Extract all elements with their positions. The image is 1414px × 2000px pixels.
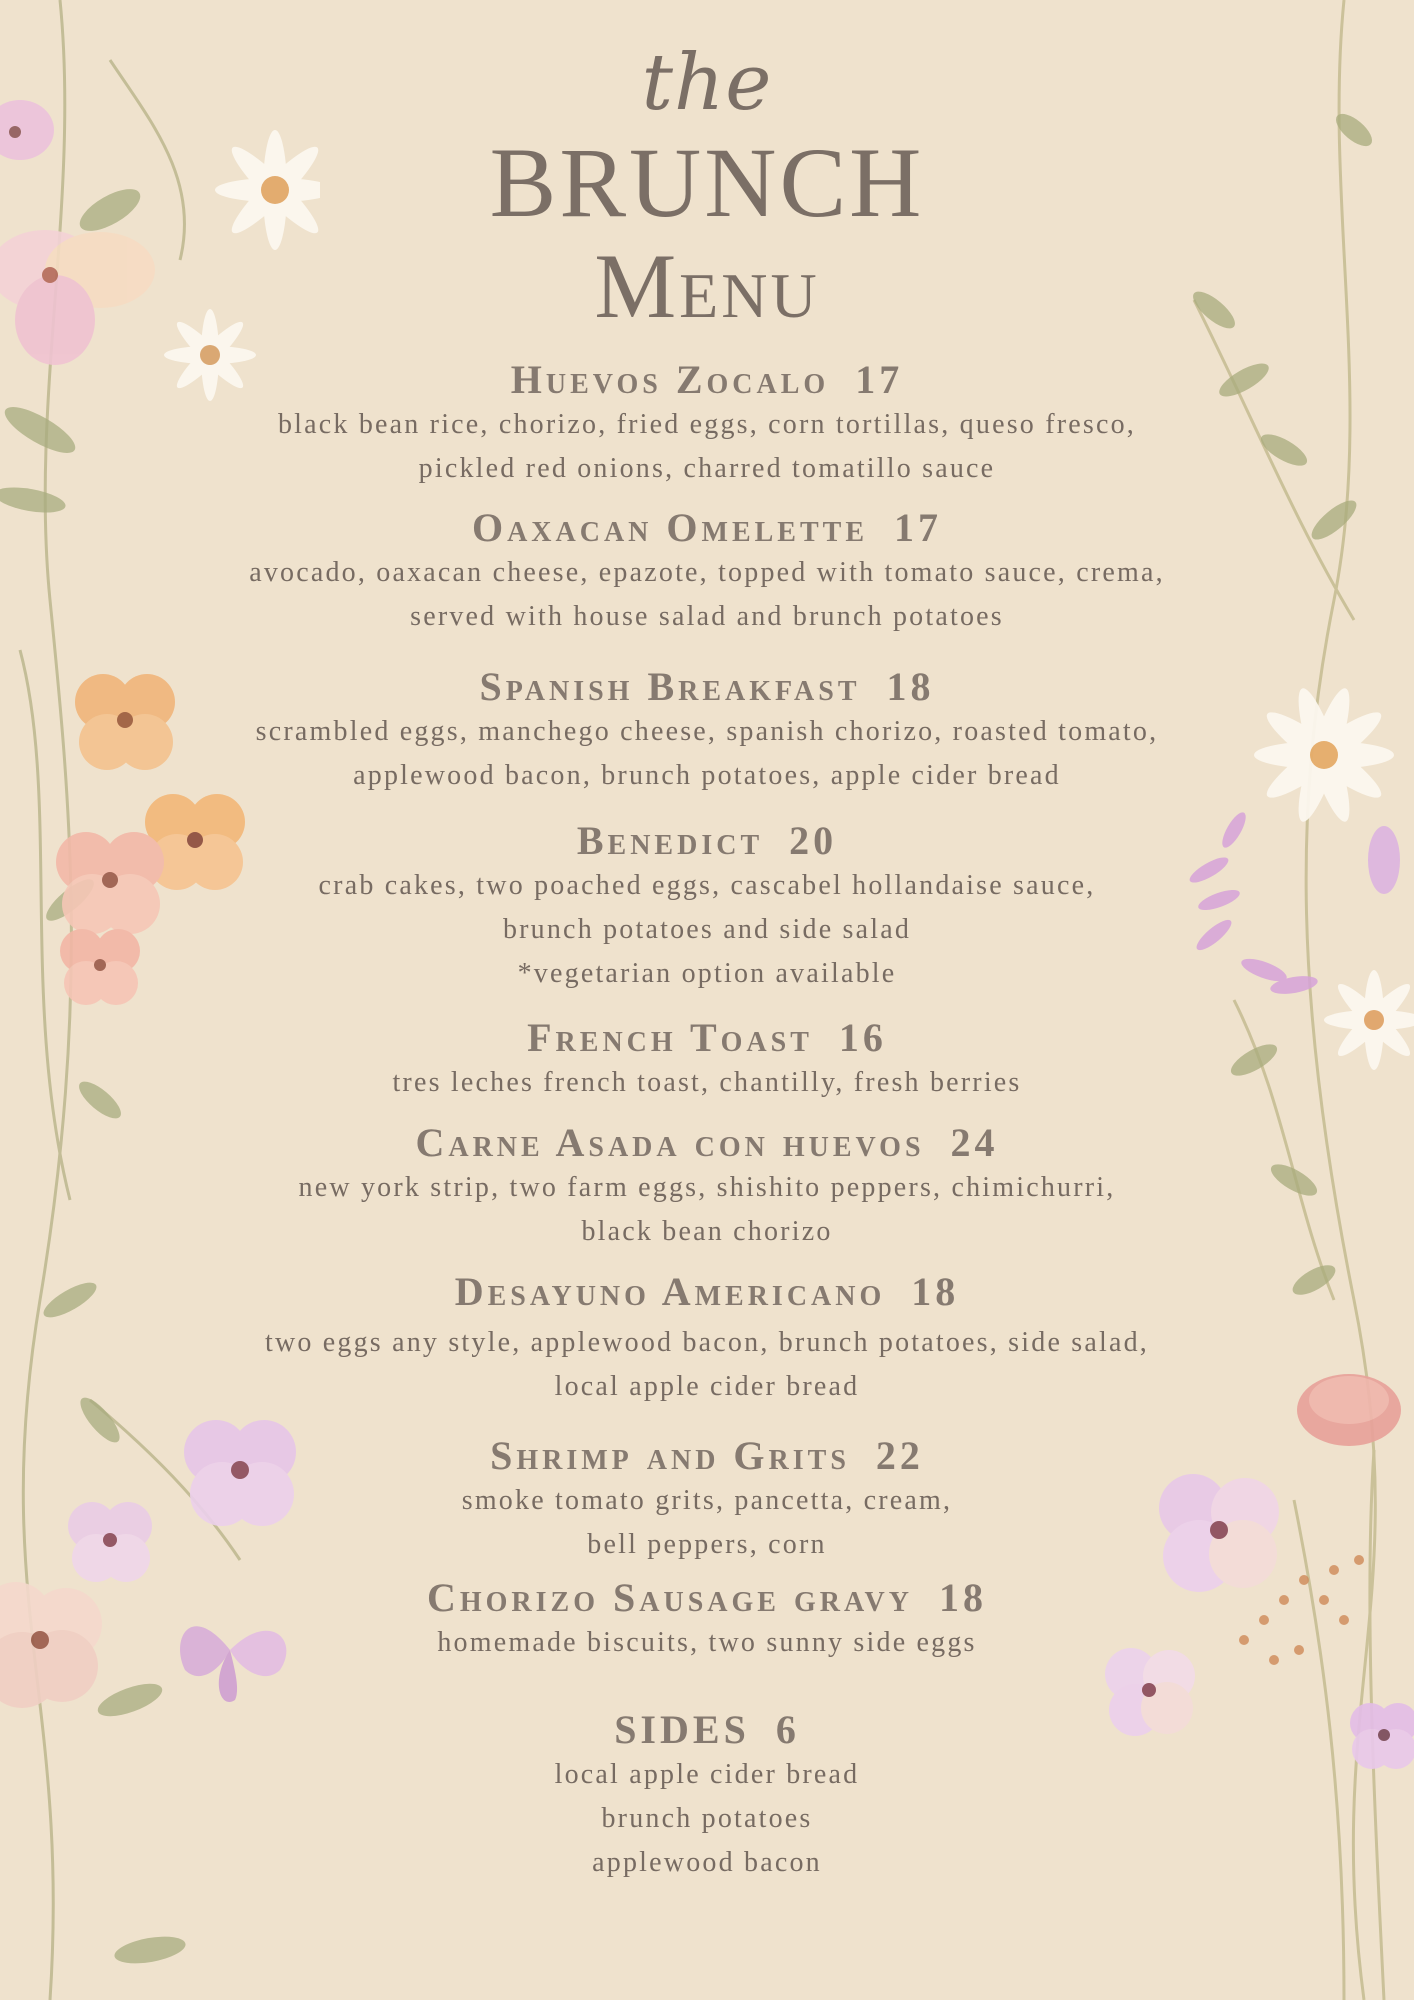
sides-heading: [0, 1707, 1414, 1753]
menu-item-description: local apple cider bread: [554, 1371, 860, 1402]
menu-item: [0, 357, 1414, 491]
menu-item-description: bell peppers, corn: [587, 1529, 827, 1560]
menu-item-heading: [0, 818, 1414, 864]
menu-item-heading: [0, 1120, 1414, 1166]
menu-item-description: crab cakes, two poached eggs, cascabel hollandaise sauce,: [318, 870, 1096, 901]
menu-item-name: French Toast: [527, 1015, 813, 1060]
sides-title: SIDES: [614, 1707, 750, 1752]
menu-item: [0, 1575, 1414, 1665]
menu-item-heading: [0, 664, 1414, 710]
menu-item: [0, 1269, 1414, 1409]
menu-item-price: 20: [789, 818, 838, 863]
side-item: local apple cider bread: [554, 1759, 860, 1790]
title-the: the: [641, 38, 773, 128]
menu-item-heading: [0, 1575, 1414, 1621]
menu-item-description: black bean chorizo: [581, 1216, 833, 1247]
menu-item-description: new york strip, two farm eggs, shishito peppers, chimichurri,: [298, 1172, 1116, 1203]
menu-item-description: tres leches french toast, chantilly, fresh berries: [392, 1067, 1022, 1098]
menu-item-price: 18: [911, 1269, 960, 1314]
menu-item-description: brunch potatoes and side salad: [502, 914, 912, 945]
menu-item-description: black bean rice, chorizo, fried eggs, corn tortillas, queso fresco,: [277, 409, 1136, 440]
sides-price: 6: [775, 1707, 800, 1752]
menu-item-name: Carne Asada con huevos: [415, 1120, 925, 1165]
menu-item-price: 16: [838, 1015, 887, 1060]
menu-item-price: 24: [950, 1120, 999, 1165]
menu-item-price: 17: [894, 505, 943, 550]
menu-item-price: 22: [875, 1433, 924, 1478]
menu-item-heading: [0, 357, 1414, 403]
menu-item-name: Shrimp and Grits: [490, 1433, 850, 1478]
title-menu: Menu: [594, 235, 820, 337]
menu-item-note: *vegetarian option available: [517, 958, 897, 989]
menu-item-name: Benedict: [576, 818, 764, 863]
menu-item-heading: [0, 1269, 1414, 1315]
menu-item-description: applewood bacon, brunch potatoes, apple cider bread: [353, 760, 1061, 791]
menu-item: [0, 1120, 1414, 1254]
menu-item-price: 17: [855, 357, 904, 402]
menu-item: [0, 664, 1414, 798]
menu-item-description: homemade biscuits, two sunny side eggs: [437, 1627, 977, 1658]
menu-item: [0, 505, 1414, 639]
menu-item-description: smoke tomato grits, pancetta, cream,: [461, 1485, 953, 1516]
menu-item-heading: [0, 1015, 1414, 1061]
menu-item-description: pickled red onions, charred tomatillo sauce: [418, 453, 996, 484]
menu-item: [0, 1015, 1414, 1105]
menu-item-description: two eggs any style, applewood bacon, brunch potatoes, side salad,: [264, 1327, 1150, 1358]
menu-item-name: Spanish Breakfast: [479, 664, 861, 709]
menu-item: [0, 1433, 1414, 1567]
menu-item-description: scrambled eggs, manchego cheese, spanish chorizo, roasted tomato,: [255, 716, 1159, 747]
title-brunch: BRUNCH: [489, 127, 925, 238]
menu-item-name: Huevos Zocalo: [510, 357, 830, 402]
menu-item-name: Chorizo Sausage gravy: [426, 1575, 913, 1620]
menu-item-name: Desayuno Americano: [454, 1269, 886, 1314]
side-item: brunch potatoes: [601, 1803, 813, 1834]
side-item: applewood bacon: [592, 1847, 822, 1878]
menu-item-description: served with house salad and brunch potatoes: [410, 601, 1004, 632]
menu-item-heading: [0, 1433, 1414, 1479]
menu-item-price: 18: [886, 664, 935, 709]
menu-item: [0, 818, 1414, 996]
sides-section: [0, 1707, 1414, 1885]
menu-item-price: 18: [939, 1575, 987, 1620]
menu-item-name: Oaxacan Omelette: [471, 505, 869, 550]
menu-item-description: avocado, oaxacan cheese, epazote, topped with tomato sauce, crema,: [249, 557, 1165, 588]
menu-item-heading: [0, 505, 1414, 551]
